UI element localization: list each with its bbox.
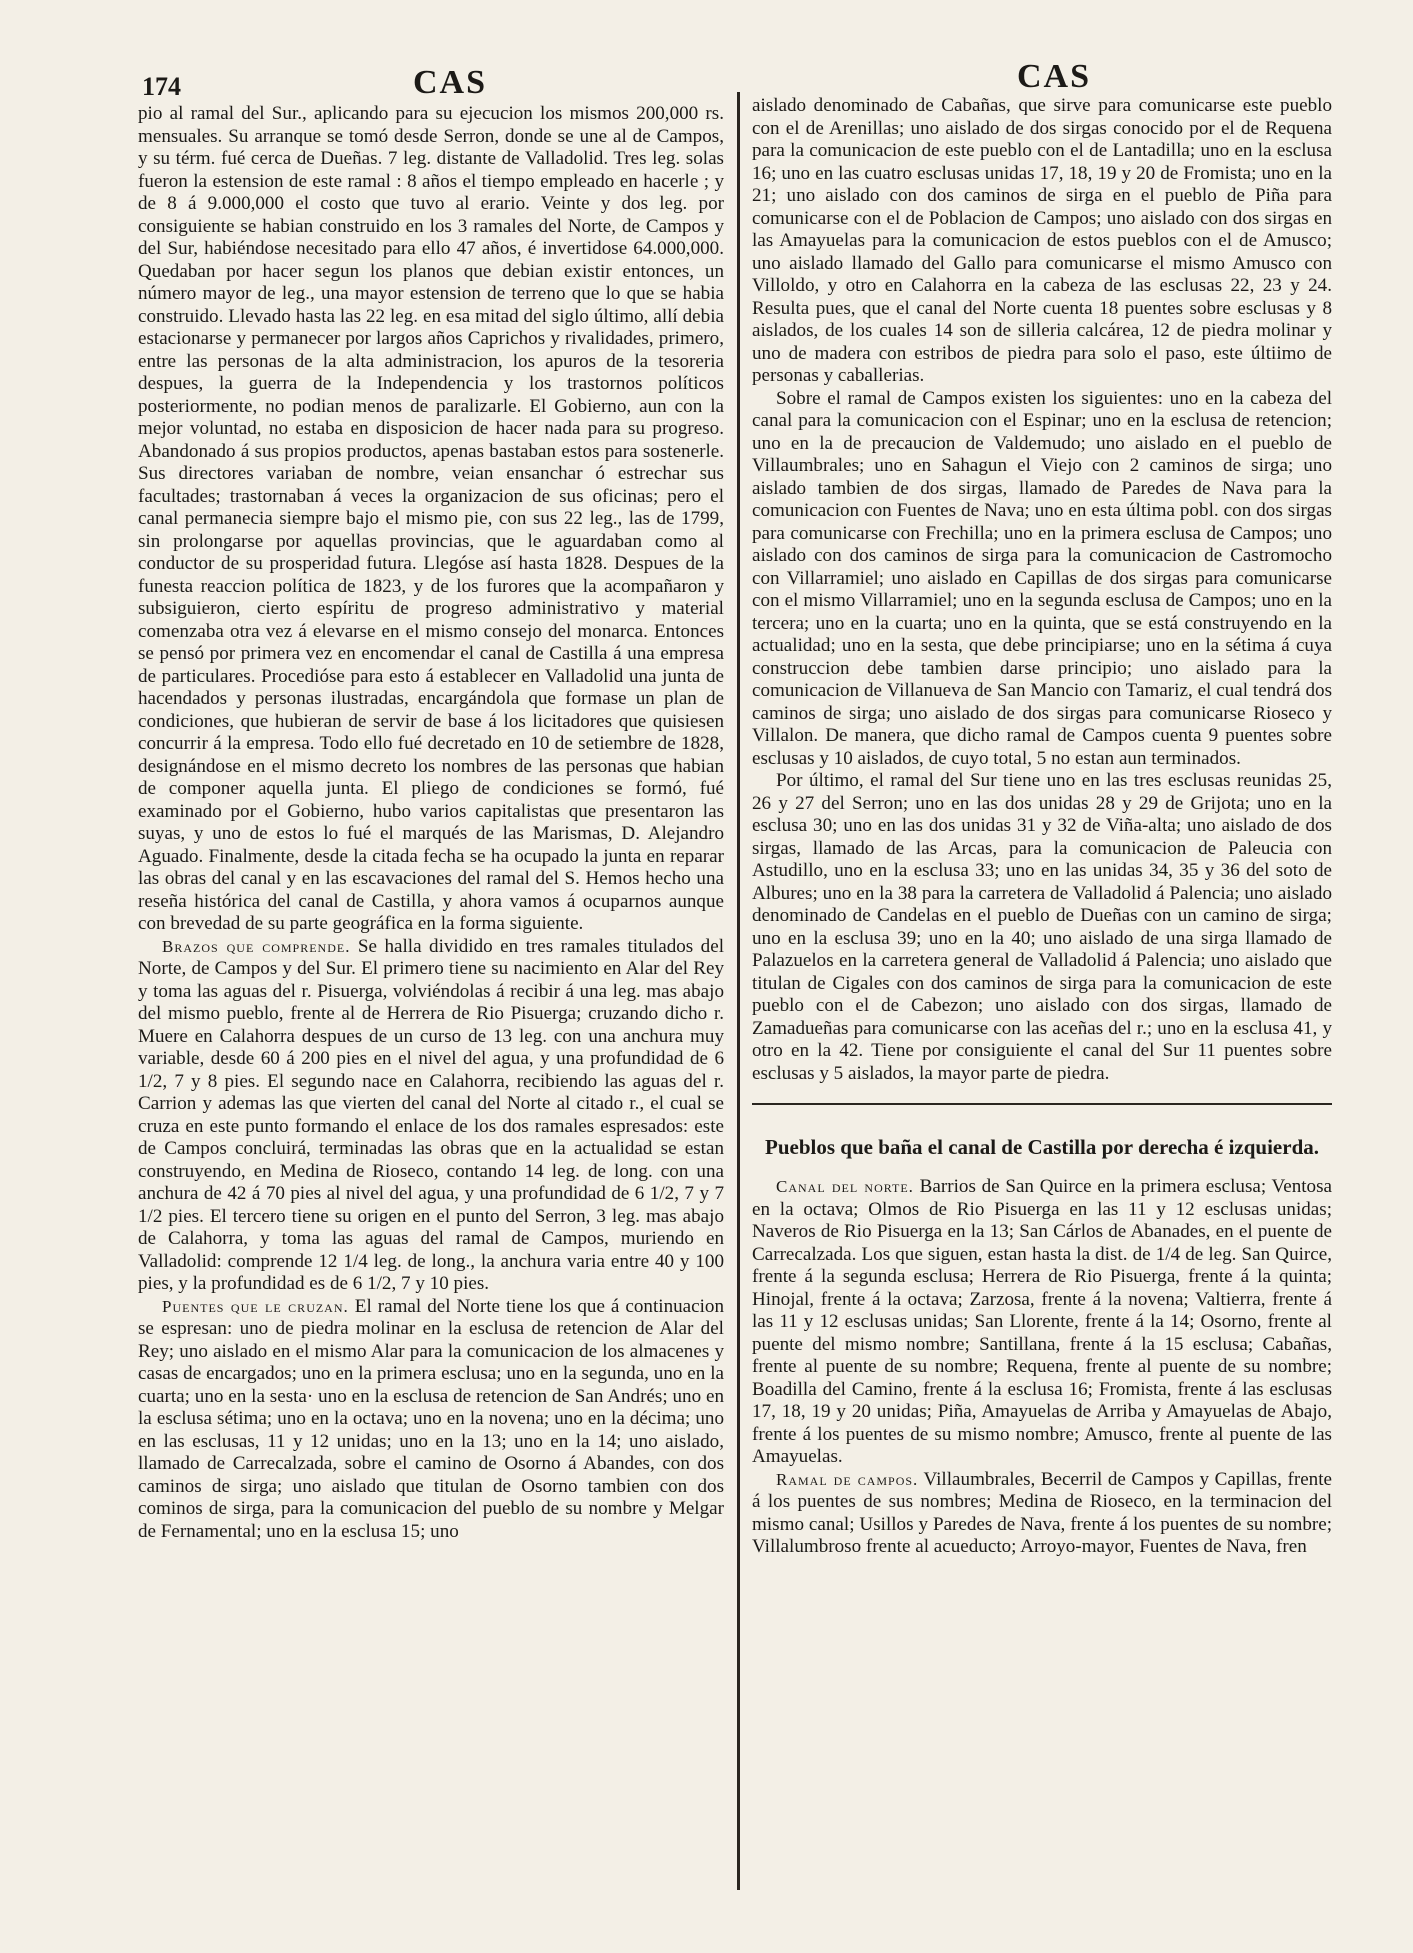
ramal-campos-text: Villaumbrales, Becerril de Campos y Capillas, frente á los puentes de sus nombres; Medina de Rioseco, en la terminacion del mismo canal; Usillos y Paredes de Nava, frente á los puentes de su nombre; Villalumbroso frente al acueducto; Arroyo-mayor, Fuentes de Nava, fren xyxy=(752,1468,1332,1557)
brazos-label: Brazos que comprende. xyxy=(162,936,351,956)
right-column xyxy=(752,95,1332,1559)
puentes-paragraph xyxy=(138,1296,724,1544)
section-rule xyxy=(752,1103,1332,1105)
history-paragraph: pio al ramal del Sur., aplicando para su ejecucion los mismos 200,000 rs. mensuales. Su arranque se tomó desde Serron, donde se une al de Campos, y su térm. fué cerca de Dueñas. 7 leg. distante de Valladolid. Tres leg. solas fueron la estension de este ramal : 8 años el tiempo empleado en hacerle ; y de 8 á 9.000,000 el costo que tuvo al erario. Veinte y dos leg. por consiguiente se habian construido en los 3 ramales del Norte, de Campos y del Sur, habiéndose necesitado para ello 47 años, é invertidose 64.000,000. Quedaban por hacer segun los planos que debian existir entonces, un número mayor de leg., una mayor estension de terreno que lo que se habia construido. Llevado hasta las 22 leg. en esa mitad del siglo último, allí debia estacionarse y permanecer por largos años Caprichos y rivalidades, primero, entre las personas de la alta administracion, los apuros de la tesoreria despues, la guerra de la Independencia y los trastornos políticos posteriormente, no podian menos de paralizarle. El Gobierno, aun con la mejor voluntad, no estaba en disposicion de hacer nada para su progreso. Abandonado á sus propios productos, apenas bastaban estos para sostenerle. Sus directores variaban de nombre, veian ensanchar ó estrechar sus facultades; trastornaban á veces la organizacion de sus oficinas; pero el canal permanecia siempre bajo el mismo pie, con sus 22 leg., las de 1799, sin prolongarse por aquellas provincias, que le aguardaban como al conductor de su prosperidad futura. Llegóse así hasta 1828. Despues de la funesta reaccion política de 1823, y de los furores que la acompañaron y subsiguieron, cierto espíritu de progreso administrativo y material comenzaba otra vez á elevarse en el mismo consejo del monarca. Entonces se pensó por primera vez en encomendar el canal de Castilla á una empresa de particulares. Procedióse para esto á establecer en Valladolid una junta de hacendados y personas ilustradas, encargándola que formase un plan de condiciones, que hubieran de servir de base á los licitadores que quisiesen concurrir á la empresa. Todo ello fué decretado en 10 de setiembre de 1828, designándose en el mismo decreto los nombres de las personas que habian de componer aquella junta. El pliego de condiciones se formó, fué examinado por el Gobierno, hubo varios capitalistas que presentaron las suyas, y uno de estos lo fué el marqués de las Marismas, D. Alejandro Aguado. Finalmente, desde la citada fecha se ha ocupado la junta en reparar las obras del canal y en las escavaciones del ramal del S. Hemos hecho una reseña histórica del canal de Castilla, y ahora vamos á ocuparnos aunque con brevedad de su parte geográfica en la forma siguiente. xyxy=(138,103,724,934)
puentes-label: Puentes que le cruzan. xyxy=(162,1296,349,1316)
canal-norte-paragraph xyxy=(752,1176,1332,1469)
campos-bridges-paragraph: Sobre el ramal de Campos existen los siguientes: uno en la cabeza del canal para la comunicacion con el Espinar; uno en la esclusa de retencion; uno en la de precaucion de Valdemudo; uno aislado en el pueblo de Villaumbrales; uno en Sahagun el Viejo con 2 caminos de sirga; uno aislado tambien de dos sirgas, llamado de Paredes de Nava para la comunicacion con Fuentes de Nava; uno en esta última pobl. con dos sirgas para comunicarse con Frechilla; uno en la primera esclusa de Campos; uno aislado con dos caminos de sirga para la comunicacion de Castromocho con Villarramiel; uno aislado en Capillas de dos sirgas para comunicarse con el mismo Villarramiel; uno en la segunda esclusa de Campos; uno en la tercera; uno en la cuarta; uno en la quinta, que se está construyendo en la actualidad; uno en la sesta, que debe principiarse; uno en la sétima á cuya construccion debe tambien darse principio; uno aislado para la comunicacion de Villanueva de San Mancio con Tamariz, el cual tendrá dos caminos de sirga; uno aislado de dos sirgas para comunicarse Rioseco y Villalon. De manera, que dicho ramal de Campos cuenta 9 puentes sobre esclusas y 10 aislados, de cuyo total, 5 no estan aun terminados. xyxy=(752,387,1332,769)
page-number: 174 xyxy=(142,72,181,101)
left-column xyxy=(138,103,724,1543)
canal-norte-label: Canal del norte. xyxy=(776,1177,914,1196)
sur-bridges-paragraph: Por último, el ramal del Sur tiene uno en las tres esclusas reunidas 25, 26 y 27 del Serron; uno en las dos unidas 28 y 29 de Grijota; uno en la esclusa 30; uno en las dos unidas 31 y 32 de Viña-alta; uno aislado de dos sirgas, llamado de las Arcas, para la comunicacion de Paleucia con Astudillo, uno en la esclusa 33; uno en las unidas 34, 35 y 36 del soto de Albures; uno en la 38 para la carretera de Valladolid á Palencia; uno aislado denominado de Candelas en el pueblo de Dueñas con un camino de sirga; uno en la esclusa 39; uno en la 40; uno aislado de una sirga llamado de Palazuelos en la carretera general de Valladolid á Palencia; uno aislado que titulan de Cigales con dos caminos de sirga para la comunicacion de este pueblo con el de Cabezon; uno aislado con dos sirgas, llamado de Zamadueñas para comunicarse con las aceñas del r.; uno en la esclusa 41, y otro en la 42. Tiene por consiguiente el canal del Sur 11 puentes sobre esclusas y 5 aislados, la mayor parte de piedra. xyxy=(752,770,1332,1084)
canal-norte-text: Barrios de San Quirce en la primera esclusa; Ventosa en la octava; Olmos de Rio Pisuerga en las 11 y 12 esclusas unidas; Naveros de Rio Pisuerga en la 13; San Cárlos de Abanades, en el puente de Carrecalzada. Los que siguen, estan hasta la dist. de 1/4 de leg. San Quirce, frente á la segunda esclusa; Herrera de Rio Pisuerga, frente á la quinta; Hinojal, frente á la octava; Zarzosa, frente á la novena; Valtierra, frente á las 11 y 12 esclusas unidas; San Llorente, frente á la 14; Osorno, frente al puente del mismo nombre; Santillana, frente á la 15 esclusa; Cabañas, frente al puente de su nombre; Requena, frente al puente de su nombre; Boadilla del Camino, frente á la esclusa 16; Fromista, frente á las esclusas 17, 18, 19 y 20 unidas; Piña, Amayuelas de Arriba y Amayuelas de Abajo, frente á los puentes de su mismo nombre; Amusco, frente al puente de las Amayuelas. xyxy=(752,1176,1333,1467)
brazos-paragraph xyxy=(138,936,724,1296)
running-headword-left: CAS xyxy=(413,64,488,101)
section-heading: Pueblos que baña el canal de Castilla por derecha é izquierda. xyxy=(765,1135,1319,1159)
ramal-campos-label: Ramal de campos. xyxy=(776,1469,919,1489)
brazos-text: Se halla dividido en tres ramales titulados del Norte, de Campos y del Sur. El primero tiene su nacimiento en Alar del Rey y toma las aguas del r. Pisuerga, volviéndolas á recibir á una leg. mas abajo del mismo pueblo, frente al de Herrera de Rio Pisuerga; cruzando dicho r. Muere en Calahorra despues de un curso de 13 leg. con una anchura muy variable, desde 60 á 200 pies en el nivel del agua, y una profundidad de 6 1/2, 7 y 8 pies. El segundo nace en Calahorra, recibiendo las aguas del r. Carrion y ademas las que vierten del canal del Norte al citado r., el cual se cruza en este punto formando el enlace de los dos ramales espresados: este de Campos concluirá, terminadas las obras que en la actualidad se estan construyendo, en Medina de Rioseco, contando 14 leg. de long. con una anchura de 42 á 70 pies al nivel del agua, y una profundidad de 6 1/2, 7 y 7 1/2 pies. El tercero tiene su origen en el punto del Serron, 3 leg. mas abajo de Calahorra, y toma las aguas del ramal de Campos, muriendo en Valladolid: comprende 12 1/4 leg. de long., la anchura varia entre 40 y 100 pies, y la profundidad es de 6 1/2, 7 y 10 pies. xyxy=(138,935,724,1294)
norte-bridges-paragraph: aislado denominado de Cabañas, que sirve para comunicarse este pueblo con el de Arenillas; uno aislado de dos sirgas conocido por el de Requena para la comunicacion de este pueblo con el de Lantadilla; uno en la esclusa 16; uno en las cuatro esclusas unidas 17, 18, 19 y 20 de Fromista; uno en la 21; uno aislado con dos caminos de sirga en el pueblo de Piña para comunicarse con el de Poblacion de Campos; uno aislado con dos sirgas en las Amayuelas para la comunicacion de estos pueblos con el de Amusco; uno aislado llamado del Gallo para comunicarse el mismo Amusco con Villoldo, y otro en Calahorra en la cabeza de las esclusas 22, 23 y 24. Resulta pues, que el canal del Norte cuenta 18 puentes sobre esclusas y 8 aislados, de los cuales 14 son de silleria calcárea, 12 de piedra molinar y uno de madera con estribos de piedra para solo el paso, este últiimo de personas y caballerias. xyxy=(752,95,1332,386)
column-divider xyxy=(737,92,740,1890)
running-headword-right: CAS xyxy=(1017,58,1092,95)
puentes-text: El ramal del Norte tiene los que á continuacion se espresan: uno de piedra molinar en la esclusa de retencion de Alar del Rey; uno aislado en el mismo Alar para la comunicacion de los almacenes y casas de encargados; uno en la primera esclusa; uno en la segunda, uno en la cuarta; uno en la sesta· uno en la esclusa de retencion de San Andrés; uno en la esclusa sétima; uno en la octava; uno en la novena; uno en la décima; uno en las esclusas, 11 y 12 unidas; uno en la 13; uno en la 14; uno aislado, llamado de Carrecalzada, sobre el camino de Osorno á Abandes, con dos caminos de sirga; uno aislado que titulan de Osorno tambien con dos cominos de sirga, para la comunicacion del pueblo de su nombre y Melgar de Fernamental; uno en la esclusa 15; uno xyxy=(138,1295,725,1542)
ramal-campos-paragraph xyxy=(752,1469,1332,1559)
